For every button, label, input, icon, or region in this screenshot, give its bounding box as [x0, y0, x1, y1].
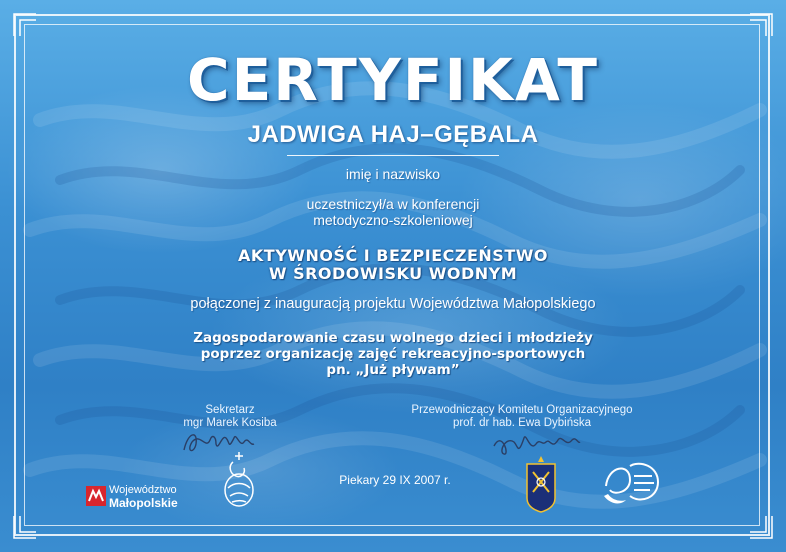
corner-ornament-top-right — [746, 10, 776, 40]
right-signatory-role: Przewodniczący Komitetu Organizacyjnego — [411, 404, 633, 416]
project-line-1: Zagospodarowanie czasu wolnego dzieci i młodzieży — [193, 330, 593, 346]
region-crest-icon — [86, 486, 106, 506]
swimmer-emblem-icon — [218, 448, 260, 512]
recipient-name: JADWIGA HAJ–GĘBALA — [247, 121, 539, 148]
event-title-line-2: W ŚRODOWISKU WODNYM — [268, 264, 518, 283]
right-signatory-name: prof. dr hab. Ewa Dybińska — [452, 417, 592, 429]
region-logo-line-2: Małopolskie — [109, 496, 178, 510]
corner-ornament-bottom-right — [746, 512, 776, 542]
certificate-title: CERTYFIKAT — [187, 46, 599, 114]
combined-with-line: połączonej z inauguracją projektu Województwa Małopolskiego — [190, 296, 596, 312]
name-underline — [287, 155, 499, 156]
place-date: Piekary 29 IX 2007 r. — [339, 473, 451, 487]
corner-ornament-bottom-left — [10, 512, 40, 542]
participation-line-2: metodyczno-szkoleniowej — [313, 212, 473, 228]
project-line-3: pn. „Już pływam” — [326, 362, 460, 378]
name-caption: imię i nazwisko — [345, 166, 441, 182]
region-logo-line-1: Województwo — [109, 484, 177, 496]
left-signatory-role: Sekretarz — [205, 404, 255, 416]
left-signatory-name: mgr Marek Kosiba — [183, 417, 277, 429]
participation-line-1: uczestniczył/a w konferencji — [306, 196, 480, 212]
project-line-2: poprzez organizację zajęć rekreacyjno-sportowych — [200, 346, 586, 362]
club-badge-icon — [524, 454, 558, 514]
corner-ornament-top-left — [10, 10, 40, 40]
swimming-logo-icon — [600, 456, 664, 510]
region-logo — [86, 484, 186, 514]
event-title-line-1: AKTYWNOŚĆ I BEZPIECZEŃSTWO — [238, 246, 548, 265]
